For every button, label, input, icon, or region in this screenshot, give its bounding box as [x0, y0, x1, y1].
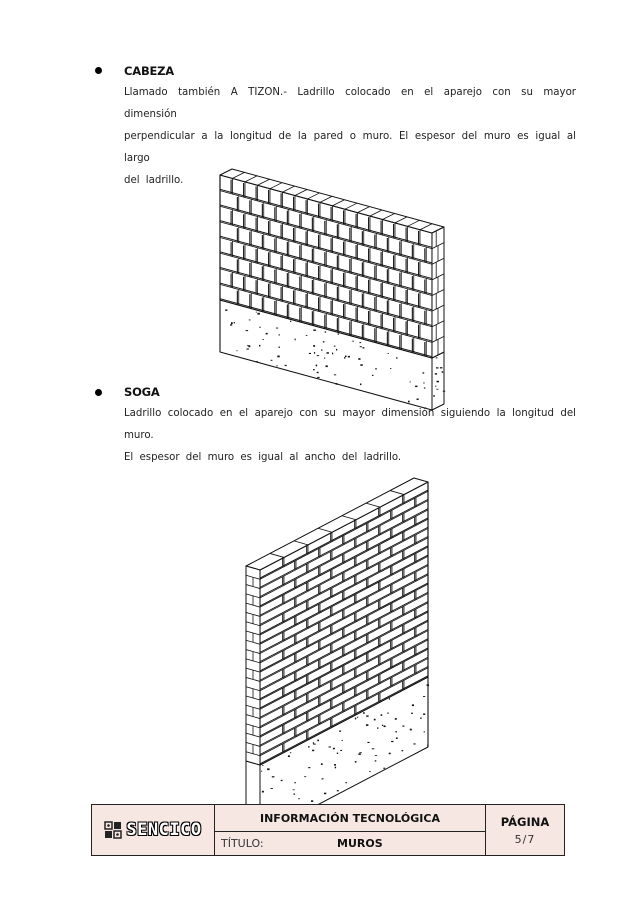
text-line: El espesor del muro es igual al ancho del ladrillo.: [124, 452, 402, 463]
text-line: perpendicular a la longitud de la pared o muro. El espesor del muro es igual al largo: [124, 131, 576, 164]
header-bond-wall-figure: [210, 165, 470, 375]
titulo-label: TÍTULO:: [221, 837, 264, 850]
footer-title: INFORMACIÓN TECNOLÓGICA: [215, 805, 485, 832]
footer-page: [486, 805, 564, 855]
footer-subtitle-row: [215, 832, 485, 855]
section-text-soga: [124, 403, 576, 469]
text-line: Llamado también A TIZON.- Ladrillo colocado en el aparejo con su mayor dimensión: [124, 87, 576, 120]
footer-middle: [215, 805, 486, 855]
bullet-icon: [95, 389, 102, 396]
logo-text: SENCICO: [126, 820, 202, 840]
page-number: 5/7: [514, 832, 536, 846]
bullet-icon: [95, 67, 102, 74]
text-line: Ladrillo colocado en el aparejo con su mayor dimensión siguiendo la longitud del muro.: [124, 408, 576, 441]
footer-table: [91, 804, 565, 856]
section-heading-cabeza: CABEZA: [124, 64, 174, 78]
page-label: PÁGINA: [500, 814, 550, 829]
stretcher-bond-wall-figure: [238, 472, 478, 762]
logo: [92, 805, 215, 855]
section-heading-soga: SOGA: [124, 385, 160, 399]
text-line: del ladrillo.: [124, 175, 184, 186]
titulo-value: MUROS: [337, 837, 383, 850]
sencico-mark-icon: [104, 821, 122, 839]
